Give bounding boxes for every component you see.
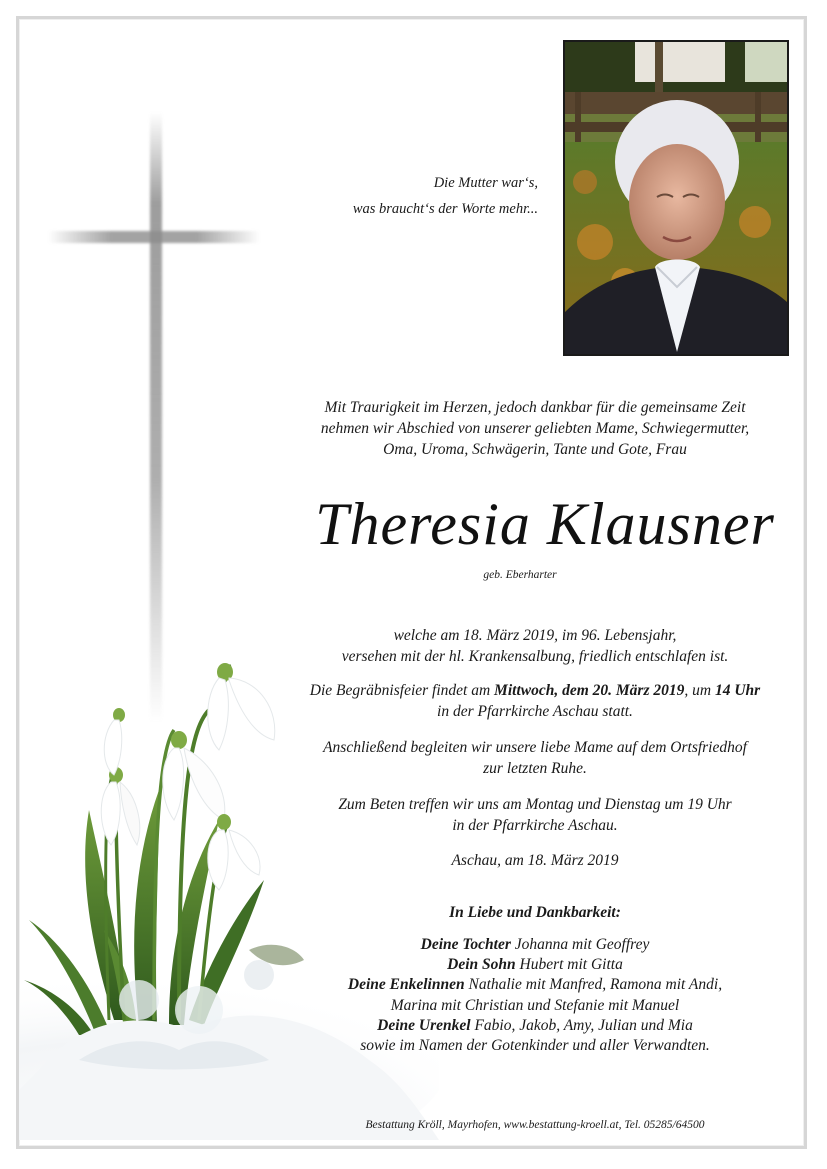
snowdrop-bloom [208,663,275,750]
cross-horizontal-beam [48,231,260,243]
cross-vertical-beam [150,112,162,722]
funeral-home-footer: Bestattung Kröll, Mayrhofen, www.bestattung-kroell.at, Tel. 05285/64500 [365,1119,705,1131]
son-label: Dein Sohn [447,956,516,974]
family-great-grandchildren [270,1016,800,1036]
funeral-prefix: Die Begräbnisfeier findet am [309,682,495,699]
intro-text [270,397,800,460]
burial-notice [270,737,800,779]
son-names: Hubert mit Gitta [515,956,623,974]
family-daughter [270,935,800,955]
prayer-line-2: in der Pfarrkirche Aschau. [452,817,618,834]
funeral-mid: , um [684,682,715,699]
funeral-date: Mittwoch, dem 20. März 2019 [494,682,685,699]
burial-line-2: zur letzten Ruhe. [483,760,587,777]
great-grandchildren-names: Fabio, Jakob, Amy, Julian und Mia [470,1016,693,1034]
funeral-time: 14 Uhr [714,682,761,699]
grandchildren-label: Deine Enkelinnen [347,976,465,994]
grandchildren-names-1: Nathalie mit Manfred, Ramona mit Andi, [464,976,723,994]
great-grandchildren-label: Deine Urenkel [377,1016,471,1034]
burial-line-1: Anschließend begleiten wir unsere liebe Mame auf dem Ortsfriedhof [323,739,747,756]
daughter-names: Johanna mit Geoffrey [510,936,650,953]
prayer-line-1: Zum Beten treffen wir uns am Montag und Dienstag um 19 Uhr [338,796,732,813]
quote-line-2: was braucht‘s der Worte mehr... [352,201,538,217]
place-date: Aschau, am 18. März 2019 [451,852,619,869]
prayer-notice [270,794,800,836]
family-closing: sowie im Namen der Gotenkinder und aller Verwandten. [360,1037,710,1055]
funeral-notice [270,680,800,722]
intro-line-1: Mit Traurigkeit im Herzen, jedoch dankbar für die gemeinsame Zeit [324,399,746,416]
family-list [270,935,800,1056]
family-grandchildren-cont: Marina mit Christian und Stefanie mit Manuel [390,996,680,1014]
daughter-label: Deine Tochter [420,936,511,953]
death-notice [270,625,800,667]
death-line-1: welche am 18. März 2019, im 96. Lebensjahr, [393,627,677,644]
death-line-2: versehen mit der hl. Krankensalbung, friedlich entschlafen ist. [341,648,729,665]
funeral-line-2: in der Pfarrkirche Aschau statt. [437,703,633,720]
family-heading: In Liebe und Dankbarkeit: [449,904,621,921]
deceased-name: Theresia Klausner [315,491,775,557]
intro-line-2: nehmen wir Abschied von unserer geliebten Mame, Schwiegermutter, [320,420,750,437]
birth-name: geb. Eberharter [483,569,557,581]
portrait-photo [563,40,789,356]
family-grandchildren [270,975,800,995]
family-son [270,955,800,975]
quote-line-1: Die Mutter war‘s, [433,175,538,191]
funeral-line-1 [270,680,800,701]
memorial-quote [280,170,538,222]
intro-line-3: Oma, Uroma, Schwägerin, Tante und Gote, Frau [383,441,687,458]
